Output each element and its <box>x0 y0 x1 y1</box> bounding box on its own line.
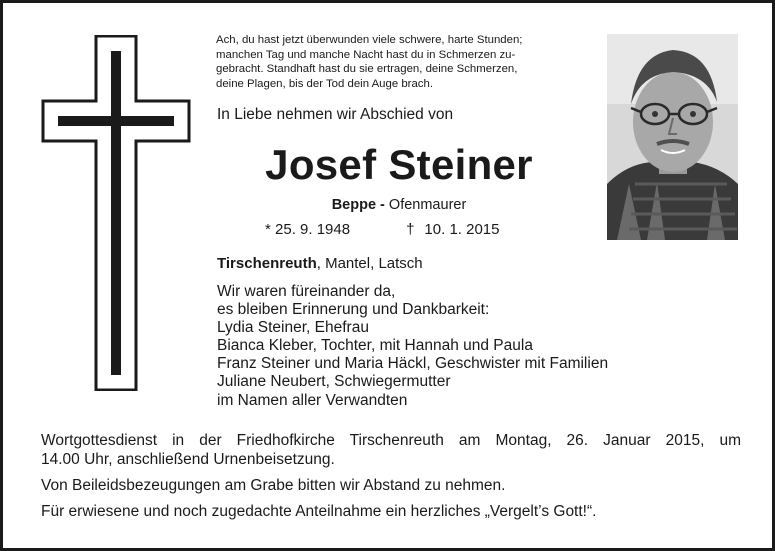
poem-line: manchen Tag und manche Nacht hast du in Schmerzen zu- <box>216 48 516 61</box>
portrait-photo <box>607 34 738 240</box>
service-info <box>41 432 741 469</box>
main-place: Tirschenreuth <box>217 255 317 272</box>
mourners-line: Bianca Kleber, Tochter, mit Hannah und Paula <box>217 337 533 355</box>
occupation: Ofenmaurer <box>388 197 467 213</box>
separator: - <box>376 197 389 213</box>
mourners-line: es bleiben Erinnerung und Dankbarkeit: <box>217 301 490 319</box>
thanks-note: Für erwiesene und noch zugedachte Anteilnahme ein herzliches „Vergelt’s Gott!“. <box>41 503 597 520</box>
birth-date: * 25. 9. 1948 <box>265 221 351 238</box>
mourners-line: im Namen aller Verwandten <box>217 391 408 409</box>
other-places: , Mantel, Latsch <box>316 255 423 272</box>
farewell-intro: In Liebe nehmen wir Abschied von <box>217 106 454 123</box>
deceased-name: Josef Steiner <box>265 141 533 188</box>
death-date: 10. 1. 2015 <box>424 221 500 238</box>
poem-line: gebracht. Standhaft hast du sie ertragen, deine Schmerzen, <box>216 63 518 76</box>
condolence-note: Von Beileidsbezeugungen am Grabe bitten wir Abstand zu nehmen. <box>41 477 506 494</box>
poem <box>216 33 596 91</box>
mourners-list <box>217 283 608 410</box>
mourners-line: Lydia Steiner, Ehefrau <box>217 319 369 337</box>
poem-line: deine Plagen, bis der Tod dein Auge brach. <box>216 77 434 90</box>
dagger-icon: † <box>406 221 415 238</box>
mourners-line: Wir waren füreinander da, <box>217 283 396 300</box>
service-line: Wortgottesdienst in der Friedhofkirche Tirschenreuth am Montag, 26. Januar 2015, um <box>41 432 741 449</box>
service-line: 14.00 Uhr, anschließend Urnenbeisetzung. <box>41 450 335 468</box>
life-dates <box>265 221 500 238</box>
nickname: Beppe <box>331 197 377 213</box>
mourners-line: Franz Steiner und Maria Häckl, Geschwister mit Familien <box>217 355 609 373</box>
home-places <box>217 255 423 272</box>
mourners-line: Juliane Neubert, Schwiegermutter <box>217 373 451 391</box>
poem-line: Ach, du hast jetzt überwunden viele schwere, harte Stunden; <box>216 34 523 46</box>
nickname-occupation <box>193 197 605 213</box>
death-date-group <box>406 221 499 238</box>
christian-cross-icon <box>41 35 191 391</box>
